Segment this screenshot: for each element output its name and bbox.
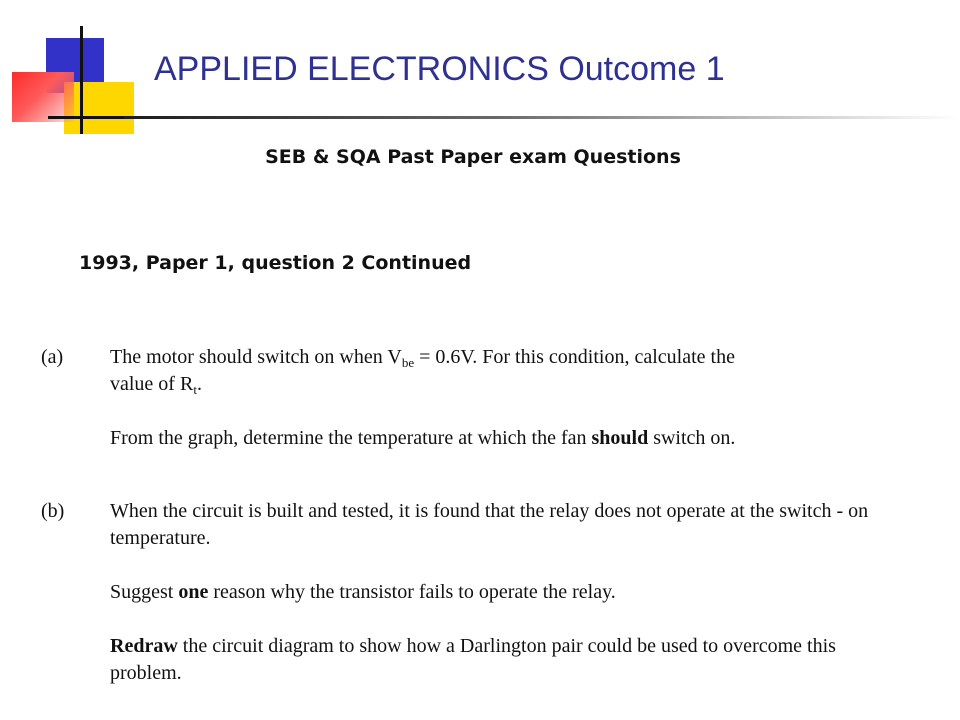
- section-heading: 1993, Paper 1, question 2 Continued: [79, 252, 472, 274]
- question-b-para2-post: reason why the transistor fails to operate the relay.: [208, 581, 616, 603]
- rt-subscript: t: [193, 382, 197, 397]
- question-b-para2-bold: one: [178, 581, 209, 603]
- question-a-para2-bold: should: [591, 427, 649, 449]
- question-b-para2-pre: Suggest: [110, 581, 179, 603]
- question-a-para2: [110, 425, 900, 452]
- question-b-para3: [110, 633, 855, 687]
- logo-red-square: [12, 72, 74, 122]
- question-a-line1-post: = 0.6V. For this condition, calculate the: [414, 346, 735, 368]
- logo-yellow-square: [64, 82, 134, 134]
- vbe-subscript: be: [401, 355, 415, 370]
- question-a-line2: [110, 371, 900, 398]
- question-a-line1: [110, 344, 900, 371]
- question-b-para3-post: the circuit diagram to show how a Darlington pair could be used to overcome this problem.: [110, 635, 836, 684]
- question-b-label: (b): [41, 500, 65, 522]
- slide-subtitle: SEB & SQA Past Paper exam Questions: [265, 146, 681, 168]
- question-a-line1-pre: The motor should switch on when V: [110, 346, 402, 368]
- question-a-line2-pre: value of R: [110, 373, 194, 395]
- question-b-para1: When the circuit is built and tested, it is found that the relay does not operate at the switch - on temperature.: [110, 500, 869, 549]
- logo-horizontal-line: [48, 116, 132, 119]
- question-a-para2-post: switch on.: [648, 427, 736, 449]
- question-a-para2-pre: From the graph, determine the temperature at which the fan: [110, 427, 592, 449]
- title-divider: [124, 116, 960, 119]
- question-b-text: [110, 498, 885, 687]
- question-b-para3-bold: Redraw: [110, 635, 178, 657]
- slide-title: APPLIED ELECTRONICS Outcome 1: [154, 50, 725, 88]
- question-a-label: (a): [41, 346, 64, 368]
- question-b-para2: [110, 579, 885, 606]
- slide-logo: [0, 0, 160, 140]
- question-a-line2-post: .: [196, 373, 202, 395]
- question-a-text: [110, 344, 900, 452]
